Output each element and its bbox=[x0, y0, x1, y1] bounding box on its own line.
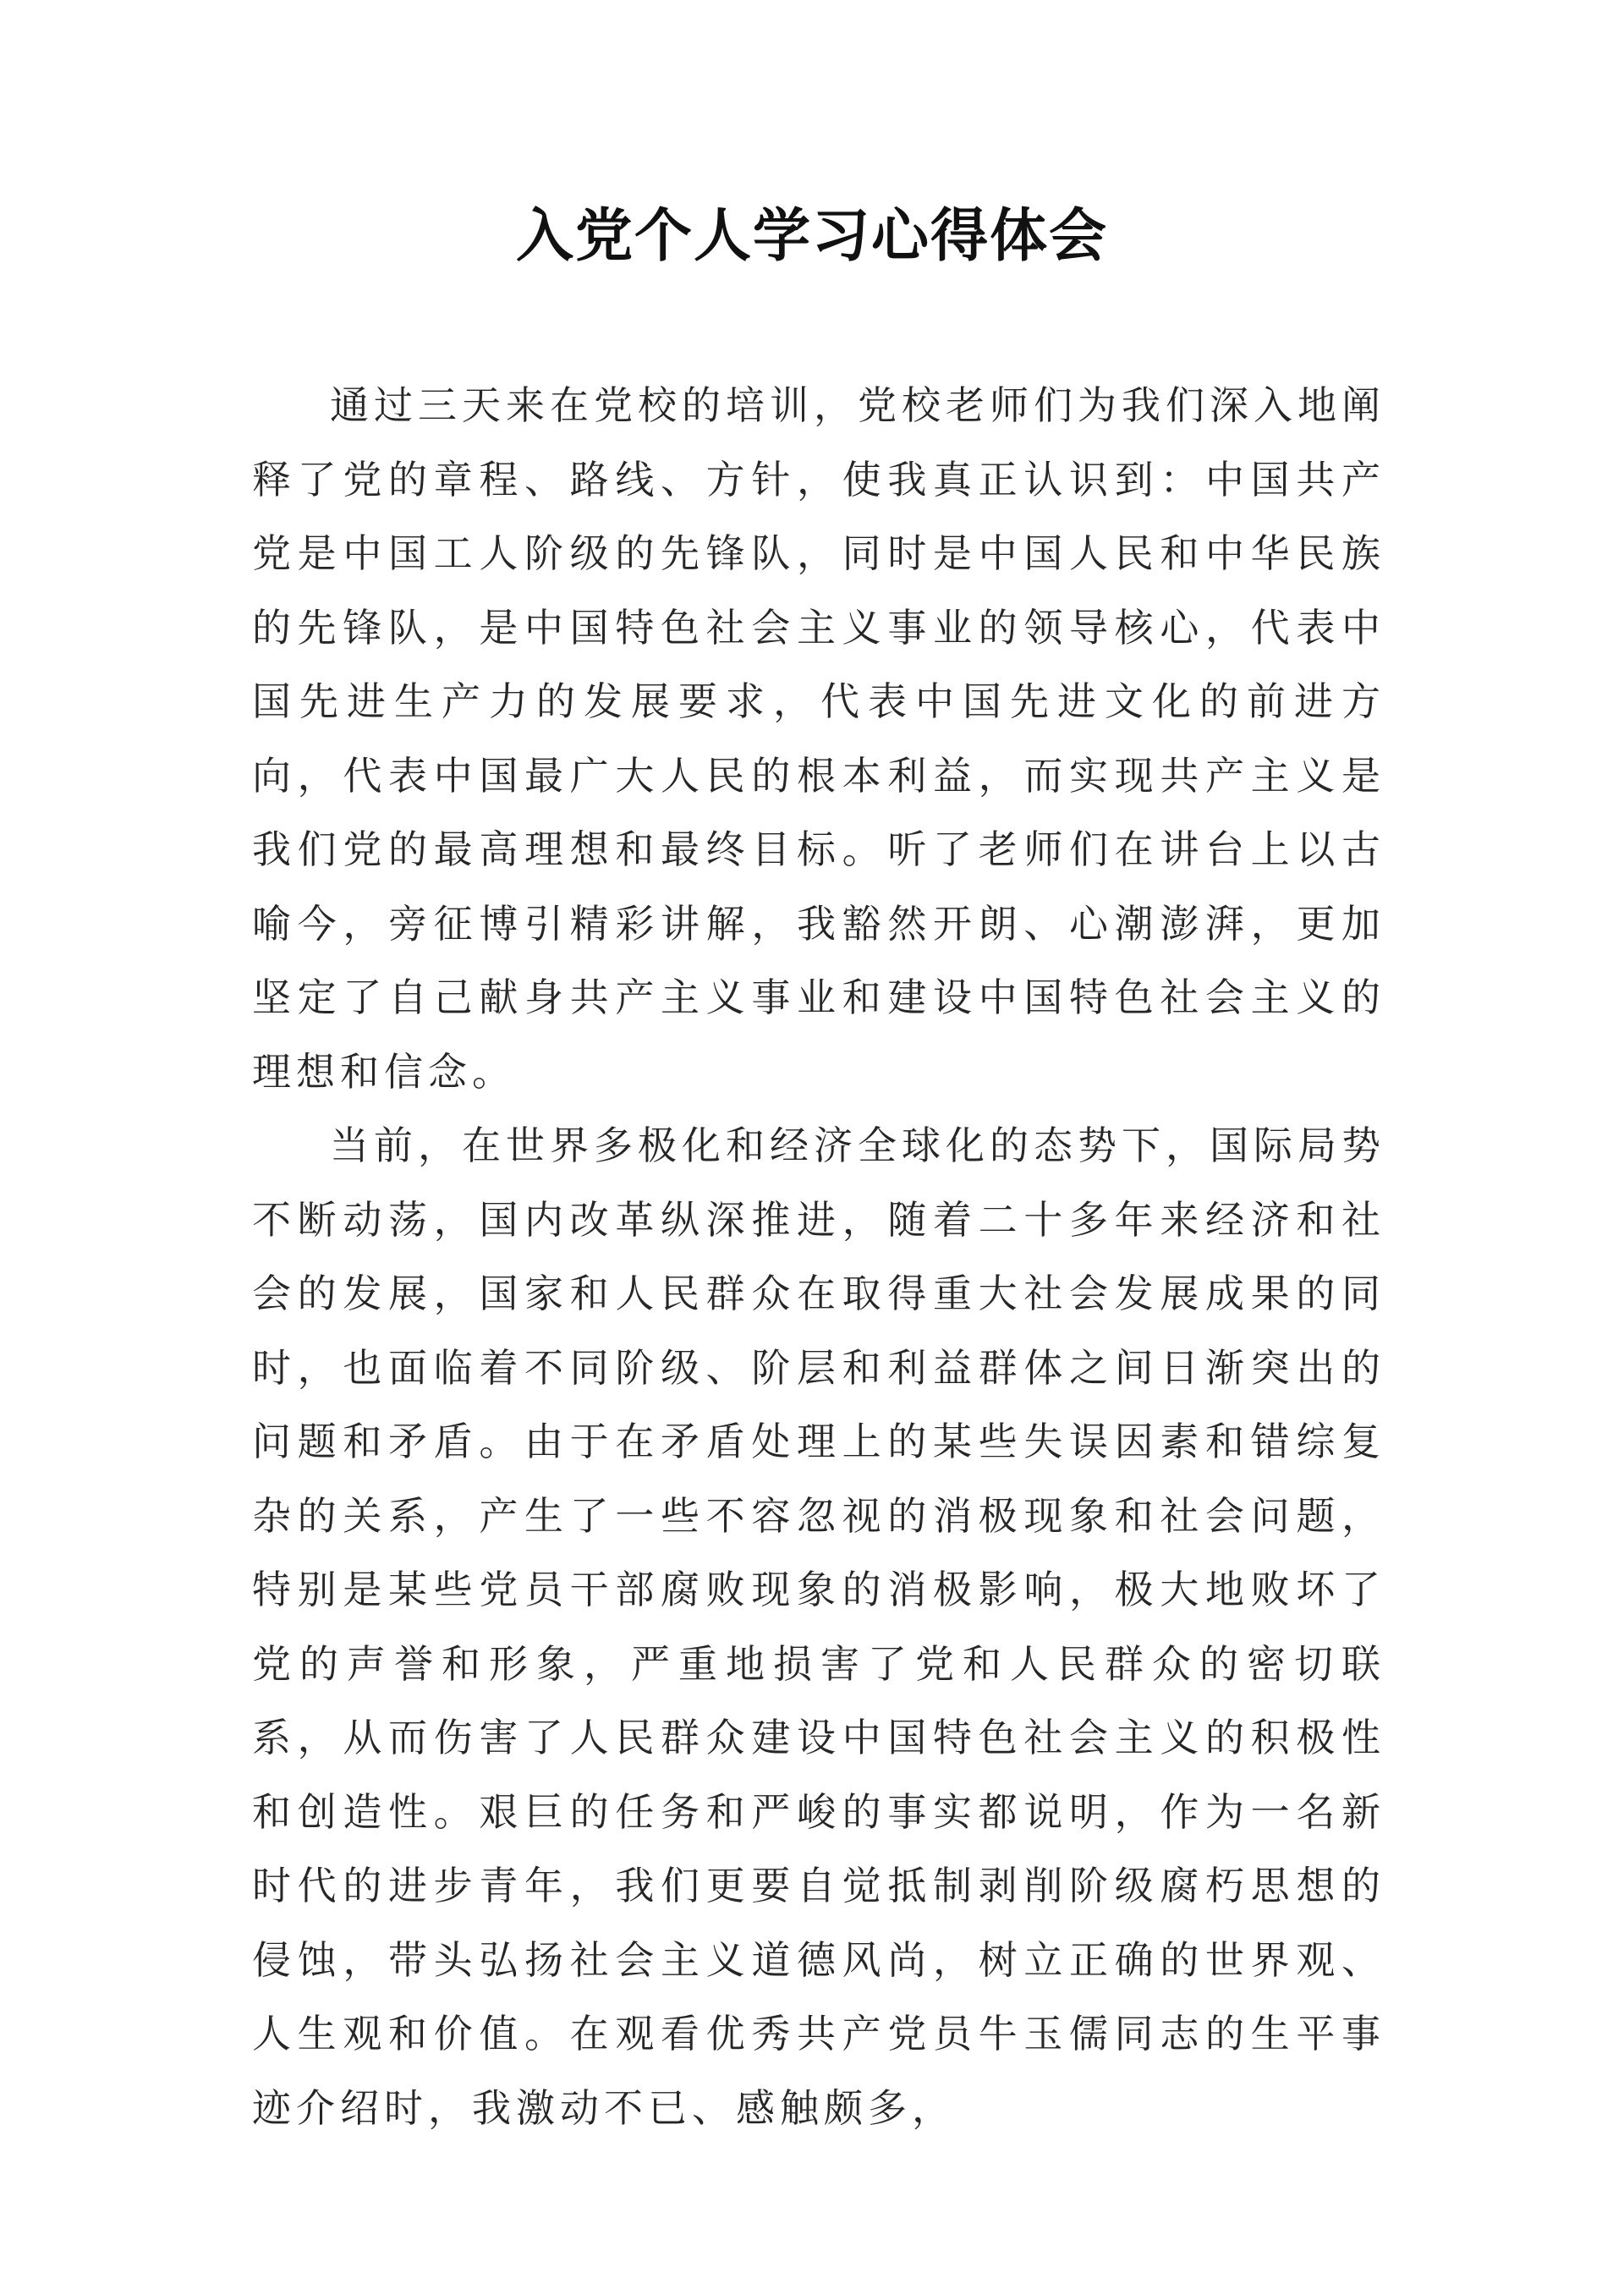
document-body bbox=[252, 369, 1385, 2145]
paragraph-2: 当前，在世界多极化和经济全球化的态势下，国际局势不断动荡，国内改革纵深推进，随着二十多年来经济和社会的发展，国家和人民群众在取得重大社会发展成果的同时，也面临着不同阶级、阶层和利益群体之间日渐突出的问题和矛盾。由于在矛盾处理上的某些失误因素和错综复杂的关系，产生了一些不容忽视的消极现象和社会问题，特别是某些党员干部腐败现象的消极影响，极大地败坏了党的声誉和形象，严重地损害了党和人民群众的密切联系，从而伤害了人民群众建设中国特色社会主义的积极性和创造性。艰巨的任务和严峻的事实都说明，作为一名新时代的进步青年，我们更要自觉抵制剥削阶级腐朽思想的侵蚀，带头弘扬社会主义道德风尚，树立正确的世界观、人生观和价值。在观看优秀共产党员牛玉儒同志的生平事迹介绍时，我激动不已、感触颇多， bbox=[252, 1123, 1385, 2131]
document-title: 入党个人学习心得体会 bbox=[515, 203, 1108, 270]
paragraph-1: 通过三天来在党校的培训，党校老师们为我们深入地阐释了党的章程、路线、方针，使我真正认识到：中国共产党是中国工人阶级的先锋队，同时是中国人民和中华民族的先锋队，是中国特色社会主义事业的领导核心，代表中国先进生产力的发展要求，代表中国先进文化的前进方向，代表中国最广大人民的根本利益，而实现共产主义是我们党的最高理想和最终目标。听了老师们在讲台上以古喻今，旁征博引精彩讲解，我豁然开朗、心潮澎湃，更加坚定了自己献身共产主义事业和建设中国特色社会主义的理想和信念。 bbox=[252, 382, 1385, 1095]
